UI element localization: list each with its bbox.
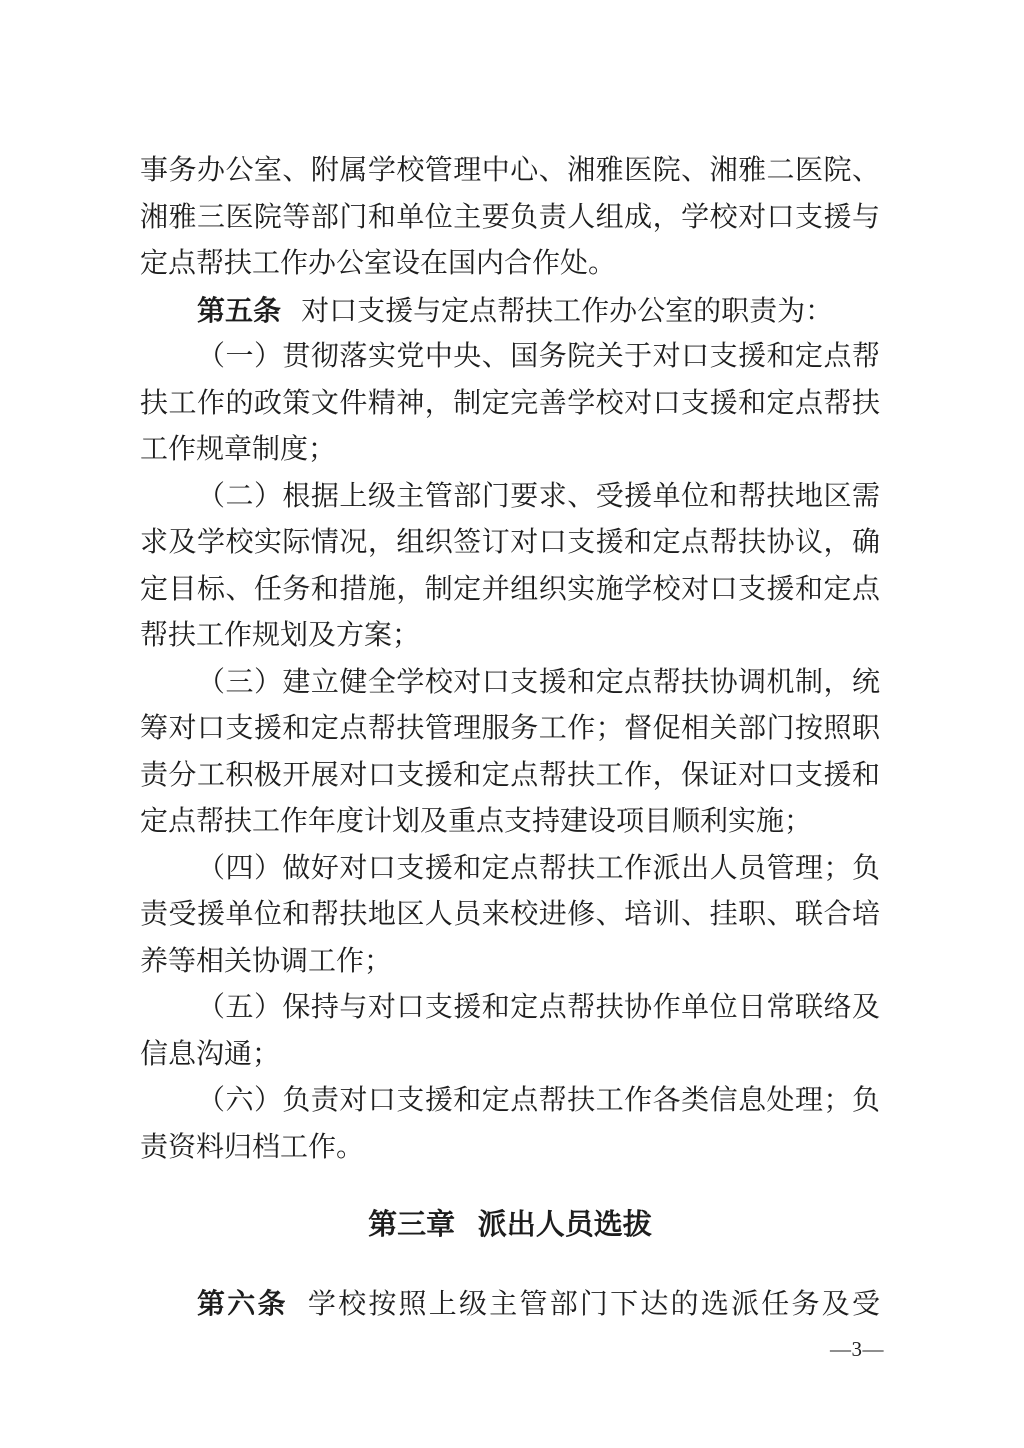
- line-text: 责资料归档工作。: [140, 1131, 365, 1163]
- line-text: 派出人员选拔: [477, 1209, 652, 1241]
- text-line: [140, 148, 880, 195]
- line-text: 责受援单位和帮扶地区人员来校进修、培训、挂职、联合培: [140, 899, 880, 930]
- line-text: 信息沟通；: [140, 1038, 281, 1070]
- text-line: [140, 427, 880, 474]
- line-text: 定点帮扶工作年度计划及重点支持建设项目顺利实施；: [140, 806, 813, 837]
- line-text: 筹对口支援和定点帮扶管理服务工作；督促相关部门按照职: [140, 713, 880, 744]
- line-text: 工作规章制度；: [140, 434, 337, 465]
- line-text: 湘雅三医院等部门和单位主要负责人组成，学校对口支援与: [140, 201, 880, 233]
- text-line: [140, 288, 880, 335]
- line-text: 养等相关协调工作；: [140, 945, 393, 977]
- line-text: 对口支援与定点帮扶工作办公室的职责为：: [301, 295, 834, 327]
- line-text: （四）做好对口支援和定点帮扶工作派出人员管理；负: [197, 852, 880, 884]
- text-line: [140, 985, 880, 1032]
- line-text: 帮扶工作规划及方案；: [140, 620, 421, 651]
- text-line: [140, 1032, 880, 1079]
- line-text: （三）建立健全学校对口支援和定点帮扶协调机制，统: [197, 666, 880, 698]
- text-line: [140, 1281, 880, 1328]
- line-text: （五）保持与对口支援和定点帮扶协作单位日常联络及: [197, 992, 880, 1023]
- line-text: 扶工作的政策文件精神，制定完善学校对口支援和定点帮扶: [140, 387, 880, 419]
- line-text: 求及学校实际情况，组织签订对口支援和定点帮扶协议，确: [140, 527, 880, 558]
- article-number: 第五条: [197, 294, 282, 326]
- line-text: （二）根据上级主管部门要求、受援单位和帮扶地区需: [197, 480, 880, 512]
- page-number: —3—: [830, 1337, 884, 1361]
- chapter-heading: [140, 1202, 880, 1249]
- article-number: 第六条: [197, 1288, 288, 1319]
- line-text: 定目标、任务和措施，制定并组织实施学校对口支援和定点: [140, 573, 880, 605]
- chapter-number: 第三章: [368, 1209, 456, 1241]
- text-line: [140, 892, 880, 939]
- text-line: [140, 660, 880, 707]
- text-line: [140, 474, 880, 521]
- document-body: [140, 148, 880, 1328]
- line-text: 定点帮扶工作办公室设在国内合作处。: [140, 248, 617, 279]
- text-line: [140, 846, 880, 893]
- text-line: [140, 799, 880, 846]
- text-line: [140, 1078, 880, 1125]
- text-line: [140, 381, 880, 428]
- text-line: [140, 753, 880, 800]
- line-text: （一）贯彻落实党中央、国务院关于对口支援和定点帮: [197, 341, 880, 372]
- text-line: [140, 195, 880, 242]
- line-text: 学校按照上级主管部门下达的选派任务及受: [307, 1289, 880, 1320]
- text-line: [140, 939, 880, 986]
- text-line: [140, 334, 880, 381]
- text-line: [140, 567, 880, 614]
- text-line: [140, 520, 880, 567]
- text-line: [140, 1125, 880, 1172]
- text-line: [140, 706, 880, 753]
- line-text: 责分工积极开展对口支援和定点帮扶工作，保证对口支援和: [140, 759, 880, 791]
- line-text: （六）负责对口支援和定点帮扶工作各类信息处理；负: [197, 1085, 880, 1116]
- line-text: 事务办公室、附属学校管理中心、湘雅医院、湘雅二医院、: [140, 155, 880, 186]
- text-line: [140, 613, 880, 660]
- text-line: [140, 241, 880, 288]
